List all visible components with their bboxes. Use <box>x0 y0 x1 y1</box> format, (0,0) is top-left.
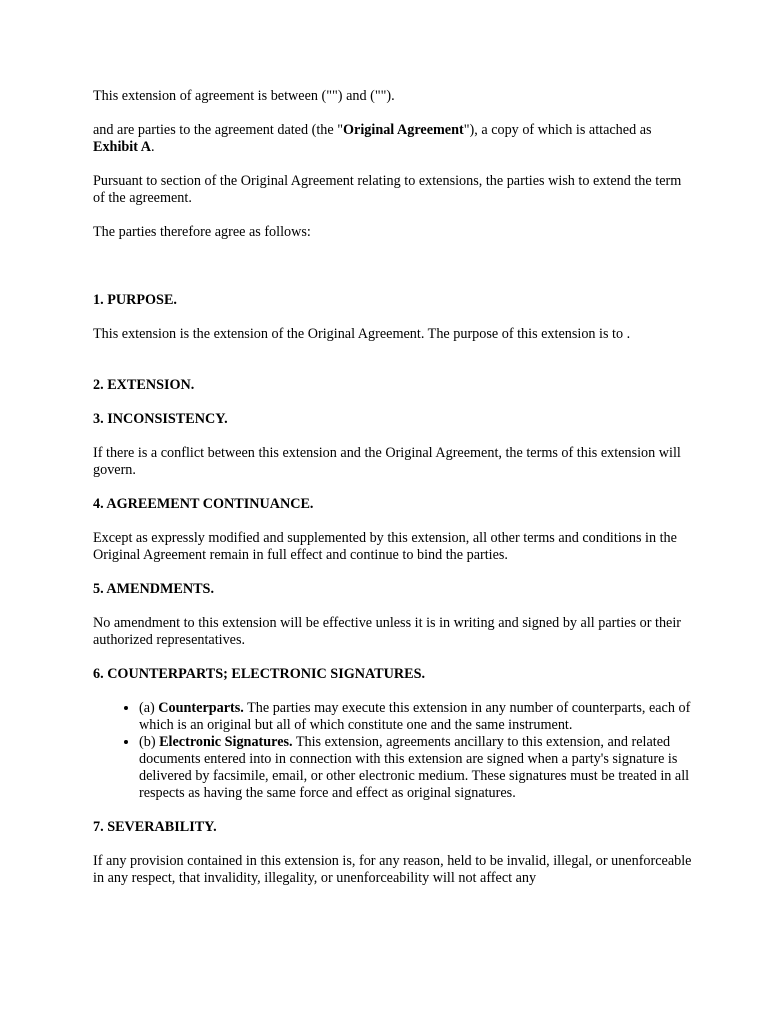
section-extension-heading: 2. EXTENSION. <box>93 377 195 393</box>
section-severability-body: If any provision contained in this extension is, for any reason, held to be invalid, illegal, or unenforceable in any respect, that invalidity, illegality, or unenforceability will not affect any <box>93 853 692 886</box>
section-purpose-body: This extension is the extension of the Original Agreement. The purpose of this extension is to . <box>93 326 631 342</box>
document-content <box>93 88 693 904</box>
intro-agree-paragraph: The parties therefore agree as follows: <box>93 224 311 240</box>
blank-spacer-small <box>93 360 693 377</box>
original-agreement-term: Original Agreement <box>343 122 464 138</box>
blank-spacer <box>93 258 693 292</box>
exhibit-a-term: Exhibit A <box>93 139 151 155</box>
bullet-a-text: The parties may execute this extension in any number of counterparts, each of which is an original but all of which constitute one and the same instrument. <box>139 700 691 733</box>
list-item <box>139 734 693 802</box>
intro-parties-line: This extension of agreement is between ("") and (""). <box>93 88 395 104</box>
section-severability-heading: 7. SEVERABILITY. <box>93 819 217 835</box>
bullet-a-prefix: (a) <box>139 700 159 716</box>
section-amendments-body: No amendment to this extension will be effective unless it is in writing and signed by all parties or their authorized representatives. <box>93 615 682 648</box>
intro-p2-end: . <box>150 139 155 155</box>
bullet-a-title: Counterparts. <box>158 700 244 716</box>
list-item <box>139 700 693 734</box>
section-inconsistency-heading: 3. INCONSISTENCY. <box>93 411 228 427</box>
section-continuance-body: Except as expressly modified and supplemented by this extension, all other terms and conditions in the Original Agreement remain in full effect and continue to bind the parties. <box>93 530 677 563</box>
bullet-b-prefix: (b) <box>139 734 160 750</box>
section-counterparts-heading: 6. COUNTERPARTS; ELECTRONIC SIGNATURES. <box>93 666 426 682</box>
intro-pursuant-paragraph: Pursuant to section of the Original Agreement relating to extensions, the parties wish to extend the term of the agreement. <box>93 173 682 206</box>
section-inconsistency-body: If there is a conflict between this extension and the Original Agreement, the terms of this extension will govern. <box>93 445 681 478</box>
intro-p2-start: and are parties to the agreement dated (the " <box>93 122 344 138</box>
counterparts-list <box>93 700 693 802</box>
section-purpose-heading: 1. PURPOSE. <box>93 292 177 308</box>
section-continuance-heading: 4. AGREEMENT CONTINUANCE. <box>93 496 314 512</box>
intro-p2-mid: "), a copy of which is attached as <box>463 122 652 138</box>
section-amendments-heading: 5. AMENDMENTS. <box>93 581 214 597</box>
intro-original-agreement-paragraph <box>93 122 693 156</box>
bullet-b-text: This extension, agreements ancillary to this extension, and related documents entered into in connection with this extension are signed when a party's signature is delivered by facsimile, email, or other electronic medium. These signatures must be treated in all respects as having the same force and effect as original signatures. <box>139 734 690 801</box>
bullet-b-title: Electronic Signatures. <box>159 734 293 750</box>
